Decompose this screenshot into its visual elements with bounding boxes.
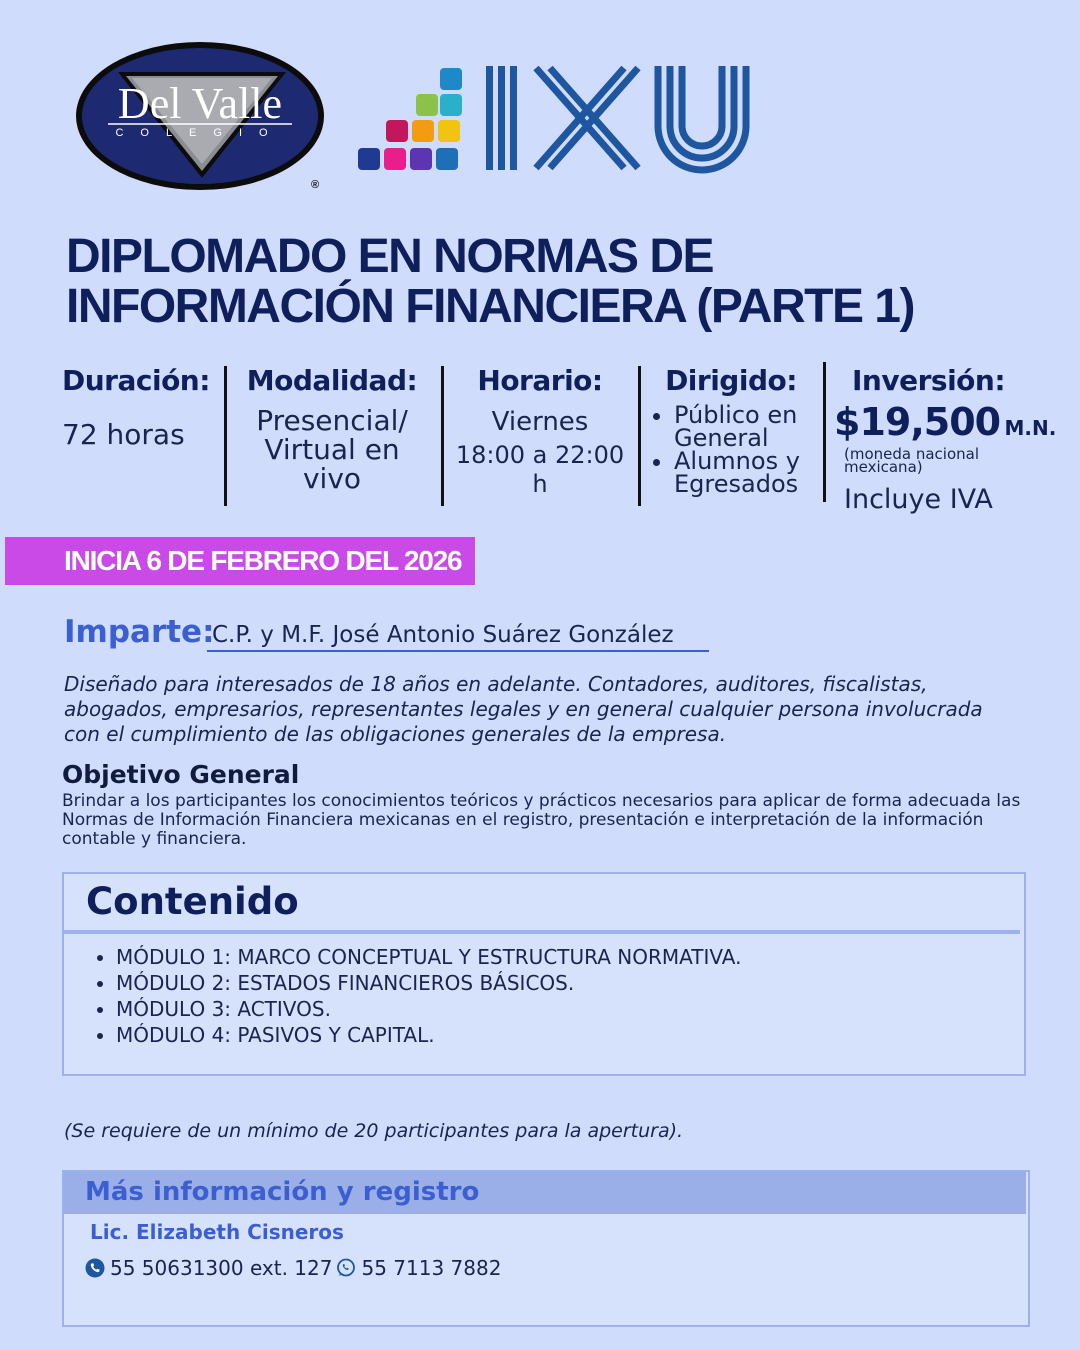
instructor-label: Imparte: (64, 614, 215, 650)
registered-mark: ® (311, 179, 320, 191)
del-valle-logo (72, 38, 328, 194)
duration-value: 72 horas (62, 418, 185, 451)
module-item: • MÓDULO 2: ESTADOS FINANCIEROS BÁSICOS. (116, 970, 741, 996)
price-iva: Incluye IVA (844, 484, 993, 515)
duration-column (62, 362, 210, 449)
phone-number[interactable]: 55 50631300 ext. 127 (110, 1256, 333, 1280)
start-date-text: INICIA 6 DE FEBRERO DEL 2026 (64, 545, 462, 576)
price-currency: M.N. (1004, 416, 1057, 440)
column-divider (823, 362, 826, 502)
investment-label: Inversión: (852, 364, 1006, 397)
audience-item: • Alumnos y Egresados (674, 450, 814, 496)
requirement-note: (Se requiere de un mínimo de 20 participantes para la apertura). (64, 1120, 684, 1142)
modality-label: Modalidad: (246, 364, 418, 397)
contact-name: Lic. Elizabeth Cisneros (90, 1220, 344, 1244)
contact-phones (85, 1256, 501, 1280)
instructor-underline (207, 650, 709, 652)
whatsapp-icon (336, 1258, 356, 1278)
content-title: Contenido (86, 880, 299, 923)
modality-column (236, 362, 428, 493)
audience-column (648, 362, 814, 496)
whatsapp-number[interactable]: 55 7113 7882 (361, 1256, 502, 1280)
page-title (66, 232, 1026, 332)
investment-column (834, 362, 1057, 515)
objective-text: Brindar a los participantes los conocimientos teóricos y prácticos necesarios para aplicar de forma adecuada las Normas de Información Financiera mexicanas en el registro, presentación e interpretación de la información contable y financiera. (62, 791, 1021, 849)
audience-label: Dirigido: (665, 364, 797, 397)
objective-title: Objetivo General (62, 760, 300, 789)
module-item: • MÓDULO 3: ACTIVOS. (116, 996, 741, 1022)
price-value: $19,500 (834, 400, 1001, 444)
phone-icon (85, 1258, 105, 1278)
duration-label: Duración: (62, 364, 210, 397)
title-line-2: INFORMACIÓN FINANCIERA (PARTE 1) (66, 280, 914, 333)
modality-line-2: Virtual en (264, 433, 400, 466)
ixu-logo (356, 60, 751, 176)
modality-line-3: vivo (302, 462, 362, 495)
schedule-day: Viernes (491, 407, 589, 437)
schedule-column (450, 362, 630, 499)
schedule-label: Horario: (477, 364, 603, 397)
svg-text:COLEGIO: COLEGIO (115, 127, 285, 139)
column-divider (441, 366, 444, 506)
column-divider (224, 366, 227, 506)
price-note: (moneda nacional mexicana) (844, 445, 980, 476)
course-description: Diseñado para interesados de 18 años en adelante. Contadores, auditores, fiscalistas, abogados, empresarios, representantes legales y en general cualquier persona involucrada con el cumplimiento de las obligaciones generales de la empresa. (64, 672, 983, 746)
schedule-time: 18:00 a 22:00 h (455, 441, 625, 498)
modality-line-1: Presencial/ (256, 404, 408, 437)
module-list (86, 944, 741, 1048)
instructor-name: C.P. y M.F. José Antonio Suárez González (212, 622, 674, 648)
module-item: • MÓDULO 1: MARCO CONCEPTUAL Y ESTRUCTURA NORMATIVA. (116, 944, 741, 970)
svg-text:Del Valle: Del Valle (117, 79, 283, 128)
module-item: • MÓDULO 4: PASIVOS Y CAPITAL. (116, 1022, 741, 1048)
title-line-1: DIPLOMADO EN NORMAS DE (66, 230, 714, 283)
contact-title: Más información y registro (85, 1177, 480, 1207)
audience-item: • Público en General (674, 404, 814, 450)
